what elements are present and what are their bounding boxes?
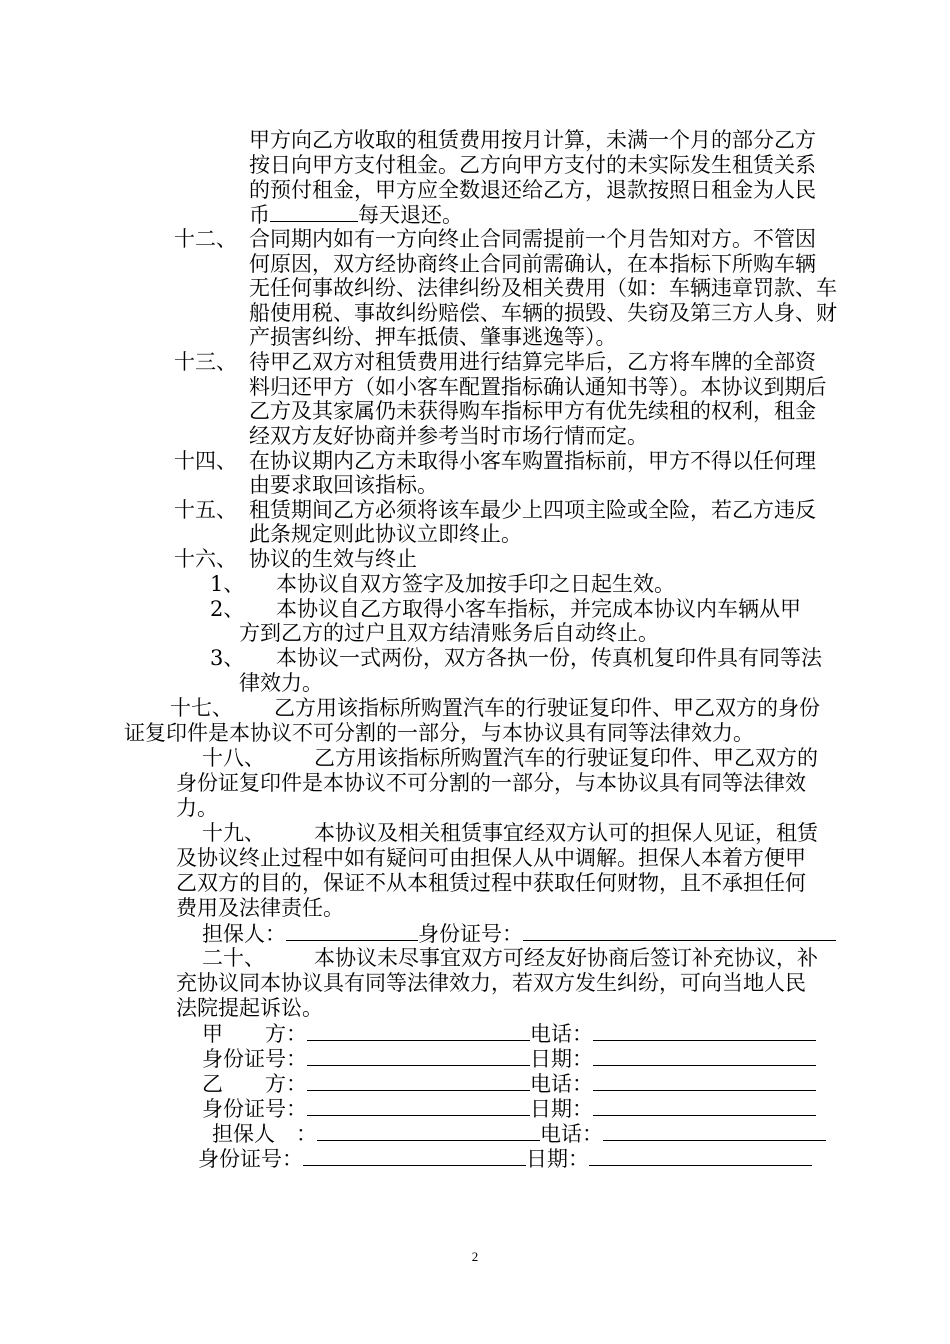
- clause16-item3-line1: 本协议一式两份，双方各执一份，传真机复印件具有同等法: [276, 646, 822, 670]
- clause20-line3: 法院提起诉讼。: [176, 996, 323, 1020]
- clause13-number: 十三、: [174, 350, 237, 374]
- refund-amount-blank: [270, 201, 358, 222]
- clause12-line2: 何原因，双方经协商终止合同前需确认，在本指标下所购车辆: [249, 252, 816, 276]
- clause18-line3: 力。: [176, 796, 218, 820]
- clause20-line1: 本协议未尽事宜双方可经友好协商后签订补充协议，补: [314, 946, 818, 970]
- signature-right-blank: [589, 1145, 812, 1166]
- clause12-line1: 合同期内如有一方向终止合同需提前一个月告知对方。不管因: [249, 227, 816, 251]
- clause13-line2: 料归还甲方（如小客车配置指标确认通知书等）。本协议到期后: [249, 375, 827, 399]
- signature-right-blank: [603, 1120, 826, 1141]
- clause16-item3-line2: 律效力。: [239, 671, 323, 695]
- clause12-number: 十二、: [174, 227, 237, 251]
- clause16-item1-number: 1、: [210, 572, 245, 596]
- signature-row-party-b: [202, 1070, 816, 1097]
- guarantor-label: 担保人：: [202, 922, 286, 946]
- guarantor-line: [202, 920, 836, 947]
- clause20-number: 二十、: [202, 946, 265, 970]
- clause16-item2-line2: 方到乙方的过户且双方结清账务后自动终止。: [239, 621, 659, 645]
- guarantor-id-blank: [523, 920, 836, 941]
- guarantor-id-label: 身份证号：: [418, 922, 523, 946]
- clause11-line1: 甲方向乙方收取的租赁费用按月计算，未满一个月的部分乙方: [249, 128, 816, 152]
- clause13-line1: 待甲乙双方对租赁费用进行结算完毕后，乙方将车牌的全部资: [249, 350, 816, 374]
- signature-label: 甲 方：: [202, 1022, 307, 1046]
- signature-right-blank: [593, 1020, 816, 1041]
- signature-blank: [307, 1070, 530, 1091]
- clause13-line3: 乙方及其家属仍未获得购车指标甲方有优先续租的权利，租金: [249, 399, 816, 423]
- clause17-line2: 证复印件是本协议不可分割的一部分，与本协议具有同等法律效力。: [124, 721, 754, 745]
- clause19-number: 十九、: [202, 821, 265, 845]
- clause19-line3: 乙双方的目的，保证不从本租赁过程中获取任何财物，且不承担任何: [176, 871, 806, 895]
- clause18-line2: 身份证复印件是本协议不可分割的一部分，与本协议具有同等法律效: [176, 771, 806, 795]
- signature-blank: [317, 1120, 540, 1141]
- signature-label: 担保人 ：: [212, 1122, 317, 1146]
- clause16-item1-line1: 本协议自双方签字及加按手印之日起生效。: [276, 572, 675, 596]
- clause11-line4: [249, 201, 463, 228]
- clause18-number: 十八、: [202, 746, 265, 770]
- clause19-line1: 本协议及相关租赁事宜经双方认可的担保人见证，租赁: [314, 821, 818, 845]
- signature-right-label: 日期：: [530, 1047, 593, 1071]
- signature-right-blank: [593, 1095, 816, 1116]
- clause17-line1: 乙方用该指标所购置汽车的行驶证复印件、甲乙双方的身份: [274, 696, 820, 720]
- signature-row-party-a-id: [202, 1045, 816, 1072]
- clause16-item2-line1: 本协议自乙方取得小客车指标，并完成本协议内车辆从甲: [276, 597, 801, 621]
- clause15-line1: 租赁期间乙方必须将该车最少上四项主险或全险，若乙方违反: [249, 498, 816, 522]
- clause18-line1: 乙方用该指标所购置汽车的行驶证复印件、甲乙双方的: [314, 746, 818, 770]
- page-number: 2: [471, 1249, 479, 1264]
- signature-label: 身份证号：: [198, 1147, 303, 1171]
- signature-row-party-b-id: [202, 1095, 816, 1122]
- clause14-line2: 由要求取回该指标。: [249, 473, 438, 497]
- signature-right-label: 日期：: [526, 1147, 589, 1171]
- clause17-number: 十七、: [170, 696, 233, 720]
- clause19-line4: 费用及法律责任。: [176, 896, 344, 920]
- clause13-line4: 经双方友好协商并参考当时市场行情而定。: [249, 424, 648, 448]
- signature-right-blank: [593, 1070, 816, 1091]
- signature-right-label: 电话：: [530, 1072, 593, 1096]
- clause12-line3: 无任何事故纠纷、法律纠纷及相关费用（如：车辆违章罚款、车: [249, 276, 837, 300]
- clause11-line4-pre: 币: [249, 203, 270, 227]
- clause16-item2-number: 2、: [210, 597, 245, 621]
- clause16-title: 协议的生效与终止: [249, 547, 417, 571]
- signature-label: 身份证号：: [202, 1047, 307, 1071]
- signature-right-label: 电话：: [540, 1122, 603, 1146]
- signature-row-guarantor: [212, 1120, 826, 1147]
- signature-blank: [303, 1145, 526, 1166]
- clause20-line2: 充协议同本协议具有同等法律效力，若双方发生纠纷，可向当地人民: [176, 971, 806, 995]
- signature-right-label: 电话：: [530, 1022, 593, 1046]
- clause16-number: 十六、: [174, 547, 237, 571]
- signature-blank: [307, 1045, 530, 1066]
- signature-label: 身份证号：: [202, 1097, 307, 1121]
- clause11-line2: 按日向甲方支付租金。乙方向甲方支付的未实际发生租赁关系: [249, 153, 816, 177]
- clause19-line2: 及协议终止过程中如有疑问可由担保人从中调解。担保人本着方便甲: [176, 846, 806, 870]
- clause15-line2: 此条规定则此协议立即终止。: [249, 522, 522, 546]
- clause11-line4-post: 每天退还。: [358, 203, 463, 227]
- signature-blank: [307, 1095, 530, 1116]
- clause15-number: 十五、: [174, 498, 237, 522]
- signature-right-label: 日期：: [530, 1097, 593, 1121]
- signature-row-party-a: [202, 1020, 816, 1047]
- clause12-line4: 船使用税、事故纠纷赔偿、车辆的损毁、失窃及第三方人身、财: [249, 301, 837, 325]
- clause14-number: 十四、: [174, 449, 237, 473]
- clause11-line3: 的预付租金，甲方应全数退还给乙方，退款按照日租金为人民: [249, 178, 816, 202]
- clause12-line5: 产损害纠纷、押车抵债、肇事逃逸等）。: [249, 325, 617, 349]
- signature-right-blank: [593, 1045, 816, 1066]
- signature-blank: [307, 1020, 530, 1041]
- guarantor-name-blank: [286, 920, 418, 941]
- clause16-item3-number: 3、: [210, 646, 245, 670]
- clause14-line1: 在协议期内乙方未取得小客车购置指标前，甲方不得以任何理: [249, 449, 816, 473]
- signature-label: 乙 方：: [202, 1072, 307, 1096]
- signature-row-guarantor-id: [198, 1145, 812, 1172]
